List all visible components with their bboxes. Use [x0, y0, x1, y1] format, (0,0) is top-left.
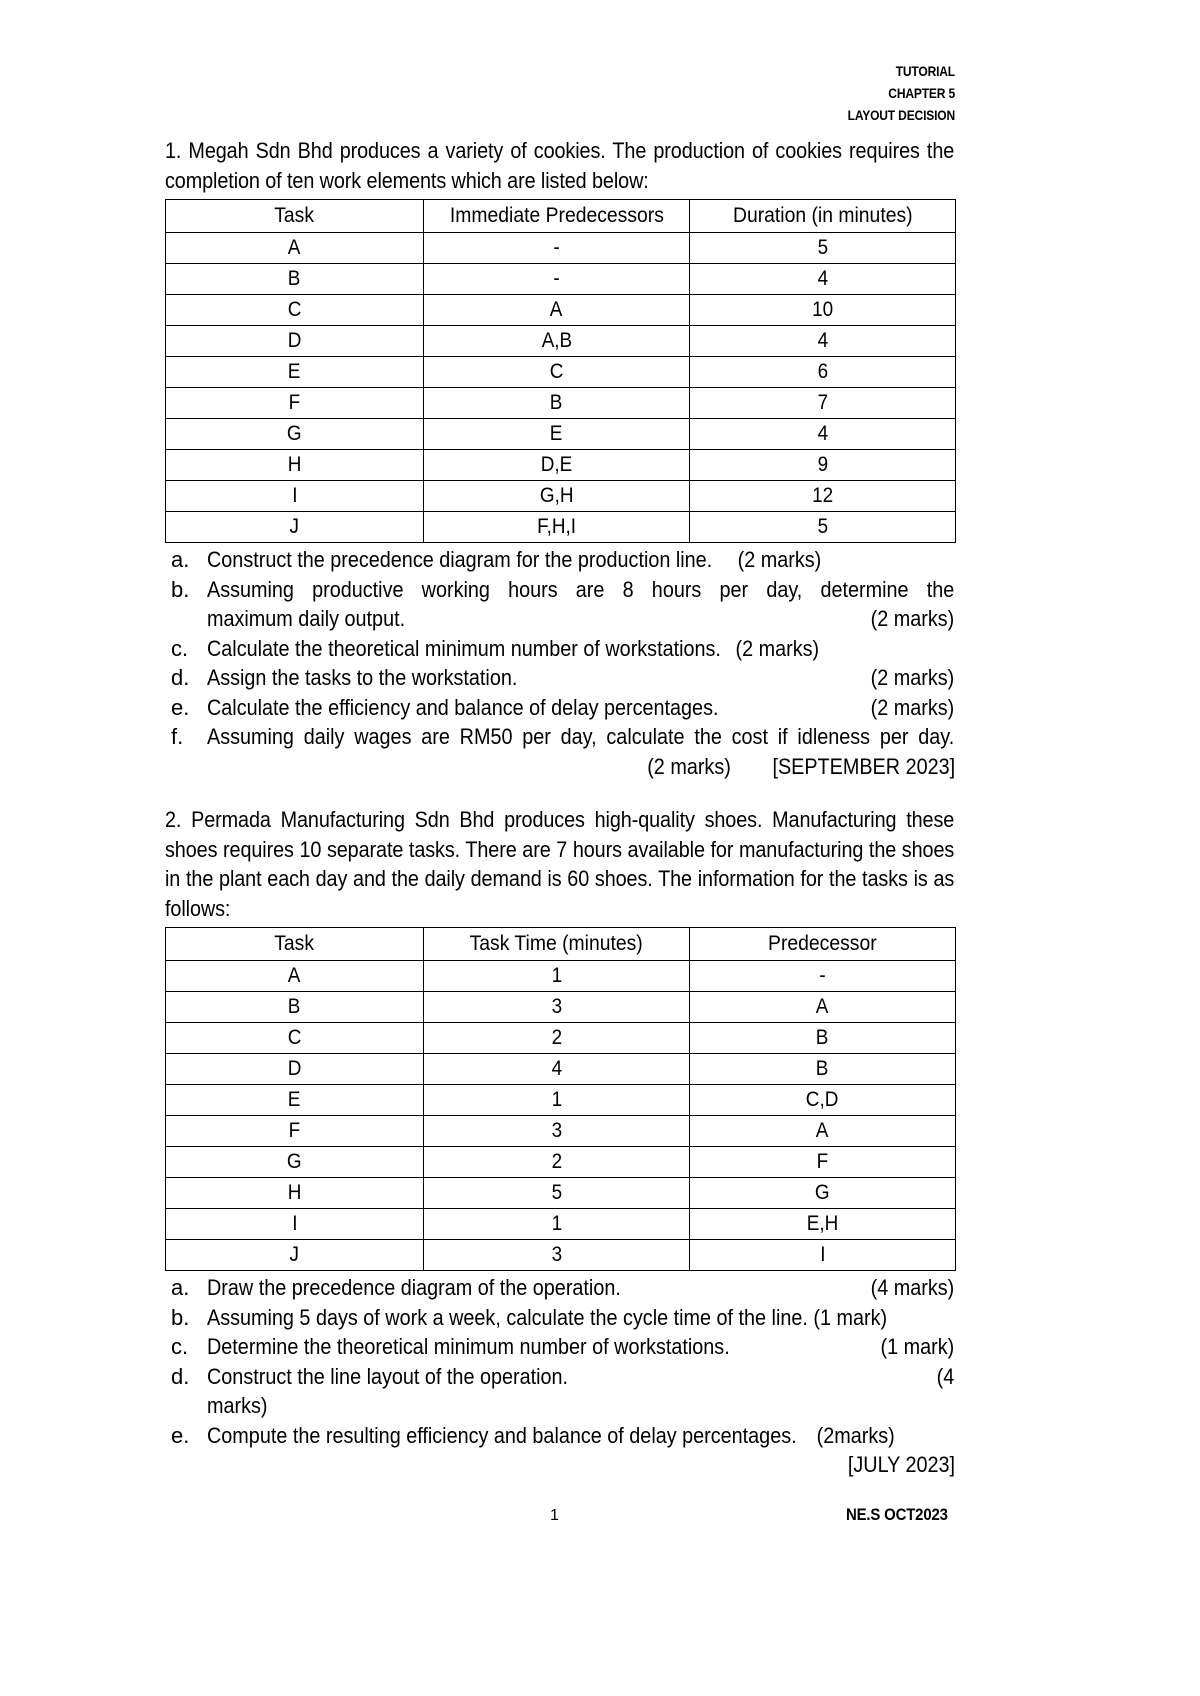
cell-predecessor [690, 1085, 956, 1116]
subquestion-e [165, 693, 955, 723]
cell-task-time [424, 1178, 690, 1209]
cell-task-value: D [287, 329, 302, 352]
cell-task [166, 419, 424, 450]
cell-task-value: H [287, 453, 302, 476]
column-header-task-time [424, 928, 690, 961]
column-header-duration-label: Duration (in minutes) [732, 203, 913, 227]
subquestion-f-text: Assuming daily wages are RM50 per day, calculate the cost if idleness per day. [207, 724, 955, 749]
subquestion-c-text: Calculate the theoretical minimum number of workstations. [207, 635, 721, 661]
cell-task-value: H [287, 1181, 302, 1204]
table-row [166, 1147, 956, 1178]
cell-predecessors [424, 326, 690, 357]
cell-task-time [424, 961, 690, 992]
cell-task-time-value: 2 [551, 1150, 562, 1173]
cell-task-time-value: 2 [551, 1026, 562, 1049]
page-number: 1 [550, 1507, 559, 1524]
cell-task [166, 1209, 424, 1240]
cell-task-time-value: 1 [551, 1212, 562, 1235]
table-row [166, 1240, 956, 1271]
subquestion-f-body [207, 722, 955, 752]
cell-predecessors-value: F,H,I [537, 515, 576, 538]
cell-predecessor [690, 1147, 956, 1178]
cell-task [166, 233, 424, 264]
column-header-task [166, 928, 424, 961]
subquestion-a-marks: (2 marks) [737, 547, 822, 572]
cell-predecessor [690, 961, 956, 992]
cell-predecessor-value: B [816, 1026, 829, 1049]
cell-predecessor-value: - [819, 964, 826, 987]
question-1-subquestions [165, 545, 955, 781]
cell-predecessor-value: I [819, 1243, 826, 1266]
cell-duration [690, 512, 956, 543]
q2-subquestion-e [165, 1421, 955, 1451]
table-row [166, 961, 956, 992]
subquestion-b [165, 575, 955, 634]
column-header-task [166, 200, 424, 233]
subquestion-d-text: Assign the tasks to the workstation. [207, 665, 518, 690]
subquestion-c-label: c. [171, 635, 189, 661]
cell-task-value: G [287, 422, 302, 445]
q2-subquestion-e-body [207, 1421, 955, 1451]
q2-subquestion-a-body [207, 1273, 955, 1303]
cell-task-time-value: 5 [551, 1181, 562, 1204]
column-header-duration [690, 200, 956, 233]
cell-predecessors [424, 357, 690, 388]
subquestion-a-text: Construct the precedence diagram for the production line. [207, 547, 713, 572]
cell-predecessors-value: B [550, 391, 563, 414]
subquestion-d-label: d. [171, 665, 190, 690]
cell-task-value: C [287, 1026, 302, 1049]
q2-subquestion-e-marks: (2marks) [816, 1422, 895, 1448]
cell-task [166, 992, 424, 1023]
table-row [166, 295, 956, 326]
cell-task-time [424, 1147, 690, 1178]
subquestion-a-label: a. [171, 547, 190, 572]
cell-task-value: J [289, 1243, 300, 1266]
q2-subquestion-d [165, 1362, 955, 1421]
cell-task-value: A [288, 236, 301, 259]
column-header-predecessors-label: Immediate Predecessors [449, 203, 664, 227]
cell-task-value: B [288, 267, 301, 290]
document-header [276, 60, 955, 126]
q2-subquestion-d-marks: (4 [936, 1363, 955, 1389]
q2-subquestion-c-marks: (1 mark) [880, 1334, 955, 1359]
cell-predecessors-value: D,E [540, 453, 573, 476]
subquestion-f [165, 722, 955, 752]
cell-task [166, 295, 424, 326]
cell-duration-value: 10 [811, 298, 834, 321]
table-row [166, 264, 956, 295]
cell-task-value: A [288, 964, 301, 987]
table-row [166, 1116, 956, 1147]
cell-duration [690, 326, 956, 357]
table-row [166, 1054, 956, 1085]
subquestion-b-marks: (2 marks) [870, 606, 955, 631]
table-row [166, 450, 956, 481]
cell-predecessors [424, 419, 690, 450]
table-row [166, 326, 956, 357]
question-1-table [165, 199, 956, 543]
cell-duration-value: 5 [817, 236, 828, 259]
cell-predecessors-value: A,B [541, 329, 572, 352]
column-header-task-label: Task [274, 203, 315, 227]
cell-task-time-value: 3 [551, 1243, 562, 1266]
question-1-trailing-marks: (2 marks) [647, 753, 731, 779]
cell-task-value: E [288, 1088, 301, 1111]
table-row [166, 357, 956, 388]
cell-duration [690, 264, 956, 295]
table-row [166, 1085, 956, 1116]
subquestion-e-label: e. [171, 694, 190, 720]
cell-task [166, 1054, 424, 1085]
cell-task [166, 326, 424, 357]
q2-subquestion-e-label: e. [171, 1422, 190, 1448]
cell-task-value: B [288, 995, 301, 1018]
cell-task-value: F [288, 1119, 301, 1142]
cell-predecessors [424, 388, 690, 419]
cell-task-time-value: 3 [551, 1119, 562, 1142]
cell-predecessors-value: A [550, 298, 563, 321]
cell-predecessor [690, 1054, 956, 1085]
table-header-row [166, 928, 956, 961]
question-2-subquestions [165, 1273, 955, 1480]
q2-subquestion-d-text: Construct the line layout of the operation. [207, 1363, 569, 1389]
table-row [166, 992, 956, 1023]
cell-predecessors-value: C [549, 360, 564, 383]
cell-task [166, 512, 424, 543]
table-row [166, 1023, 956, 1054]
cell-predecessor [690, 992, 956, 1023]
cell-predecessors [424, 295, 690, 326]
cell-task [166, 961, 424, 992]
subquestion-b-body [207, 575, 955, 634]
table-header-row [166, 200, 956, 233]
cell-task-value: I [291, 484, 298, 507]
table-row [166, 481, 956, 512]
footer-credit: NE.S OCT2023 [846, 1505, 949, 1524]
header-line-tutorial: TUTORIAL [895, 63, 955, 79]
cell-predecessor-value: B [816, 1057, 829, 1080]
cell-task-time [424, 1240, 690, 1271]
cell-task-value: C [287, 298, 302, 321]
question-1-source: [SEPTEMBER 2023] [772, 753, 955, 779]
cell-predecessors-value: - [553, 236, 560, 259]
cell-predecessors [424, 450, 690, 481]
cell-task [166, 1023, 424, 1054]
cell-duration-value: 12 [811, 484, 834, 507]
subquestion-e-marks: (2 marks) [870, 694, 955, 720]
cell-task [166, 450, 424, 481]
cell-predecessor-value: E,H [806, 1212, 839, 1235]
q2-subquestion-d-body [207, 1362, 955, 1421]
question-2-trailing-line [165, 1450, 955, 1480]
cell-predecessor-value: A [816, 1119, 829, 1142]
header-line-chapter: CHAPTER 5 [888, 85, 955, 101]
cell-task-time-value: 3 [551, 995, 562, 1018]
question-2-intro: 2. Permada Manufacturing Sdn Bhd produces high-quality shoes. Manufacturing these shoes requires 10 separate tasks. There are 7 hours available for manufacturing the shoes in the plant each day and the daily demand is 60 shoes. The information for the tasks is as follows: [165, 807, 955, 921]
cell-task-time [424, 1116, 690, 1147]
subquestion-a-body [207, 545, 955, 575]
cell-task [166, 1178, 424, 1209]
cell-task [166, 1085, 424, 1116]
subquestion-e-body [207, 693, 955, 723]
subquestion-b-text-cont: maximum daily output. [207, 606, 406, 631]
cell-task [166, 264, 424, 295]
cell-task [166, 1147, 424, 1178]
cell-task-time [424, 1085, 690, 1116]
cell-duration [690, 357, 956, 388]
cell-task [166, 357, 424, 388]
cell-predecessors [424, 264, 690, 295]
cell-predecessors-value: E [550, 422, 563, 445]
cell-duration [690, 450, 956, 481]
table-row [166, 1178, 956, 1209]
subquestion-e-text: Calculate the efficiency and balance of delay percentages. [207, 694, 719, 720]
cell-duration [690, 295, 956, 326]
cell-task-time-value: 1 [551, 1088, 562, 1111]
column-header-predecessors [424, 200, 690, 233]
q2-subquestion-a-label: a. [171, 1275, 190, 1300]
cell-predecessors [424, 233, 690, 264]
cell-task-time-value: 1 [551, 964, 562, 987]
column-header-task-label: Task [274, 931, 315, 955]
subquestion-d-body [207, 663, 955, 693]
subquestion-f-label: f. [171, 724, 184, 749]
cell-predecessor-value: A [816, 995, 829, 1018]
cell-predecessors-value: G,H [539, 484, 574, 507]
question-2-table [165, 927, 956, 1271]
cell-predecessor-value: G [815, 1181, 830, 1204]
cell-task [166, 388, 424, 419]
cell-duration-value: 4 [817, 422, 828, 445]
cell-duration [690, 419, 956, 450]
cell-duration-value: 4 [817, 267, 828, 290]
subquestion-a [165, 545, 955, 575]
q2-subquestion-a [165, 1273, 955, 1303]
cell-task-value: D [287, 1057, 302, 1080]
cell-task-value: J [289, 515, 300, 538]
q2-subquestion-b-text: Assuming 5 days of work a week, calculate the cycle time of the line. [207, 1304, 808, 1330]
cell-task-time [424, 992, 690, 1023]
cell-predecessors [424, 481, 690, 512]
cell-predecessors-value: - [553, 267, 560, 290]
cell-task-value: I [291, 1212, 298, 1235]
cell-duration [690, 388, 956, 419]
cell-predecessor [690, 1116, 956, 1147]
document-content [165, 60, 955, 1480]
cell-task-value: F [288, 391, 301, 414]
q2-subquestion-c [165, 1332, 955, 1362]
q2-subquestion-c-body [207, 1332, 955, 1362]
cell-duration-value: 7 [817, 391, 828, 414]
subquestion-c [165, 634, 955, 664]
cell-predecessor-value: F [816, 1150, 829, 1173]
cell-task [166, 481, 424, 512]
subquestion-b-label: b. [171, 576, 190, 602]
cell-predecessor [690, 1178, 956, 1209]
q2-subquestion-b-label: b. [171, 1304, 190, 1330]
subquestion-d [165, 663, 955, 693]
subquestion-c-body [207, 634, 955, 664]
cell-predecessor-value: C,D [806, 1088, 839, 1111]
page-footer [165, 1505, 955, 1525]
cell-predecessor [690, 1209, 956, 1240]
subquestion-b-text: Assuming productive working hours are 8 hours per day, determine the [207, 576, 955, 602]
cell-predecessors [424, 512, 690, 543]
header-line-topic: LAYOUT DECISION [847, 107, 955, 123]
subquestion-c-marks: (2 marks) [735, 635, 820, 661]
table-row [166, 1209, 956, 1240]
cell-duration [690, 233, 956, 264]
question-1-intro: 1. Megah Sdn Bhd produces a variety of cookies. The production of cookies requires the completion of ten work elements which are listed below: [165, 138, 955, 193]
table-row [166, 233, 956, 264]
cell-predecessor [690, 1240, 956, 1271]
q2-subquestion-e-text: Compute the resulting efficiency and balance of delay percentages. [207, 1422, 797, 1448]
q2-subquestion-b [165, 1303, 955, 1333]
q2-subquestion-b-body [207, 1303, 955, 1333]
cell-task [166, 1116, 424, 1147]
question-2-source: [JULY 2023] [847, 1452, 955, 1477]
q2-subquestion-b-marks: (1 mark) [813, 1304, 888, 1330]
cell-task-time-value: 4 [551, 1057, 562, 1080]
cell-task-value: E [288, 360, 301, 383]
cell-task-time [424, 1209, 690, 1240]
q2-subquestion-c-label: c. [171, 1334, 189, 1359]
cell-duration-value: 9 [817, 453, 828, 476]
cell-task [166, 1240, 424, 1271]
cell-predecessor [690, 1023, 956, 1054]
table-row [166, 388, 956, 419]
cell-task-time [424, 1023, 690, 1054]
cell-task-time [424, 1054, 690, 1085]
column-header-task-time-label: Task Time (minutes) [469, 931, 644, 955]
cell-duration-value: 5 [817, 515, 828, 538]
q2-subquestion-d-label: d. [171, 1363, 190, 1389]
cell-task-value: G [287, 1150, 302, 1173]
column-header-predecessor [690, 928, 956, 961]
cell-duration-value: 6 [817, 360, 828, 383]
q2-subquestion-d-text-cont: marks) [207, 1393, 268, 1418]
table-row [166, 419, 956, 450]
q2-subquestion-a-marks: (4 marks) [870, 1275, 955, 1300]
subquestion-d-marks: (2 marks) [870, 665, 955, 690]
table-row [166, 512, 956, 543]
cell-duration-value: 4 [817, 329, 828, 352]
column-header-predecessor-label: Predecessor [768, 931, 877, 955]
cell-duration [690, 481, 956, 512]
q2-subquestion-c-text: Determine the theoretical minimum number of workstations. [207, 1334, 730, 1359]
q2-subquestion-a-text: Draw the precedence diagram of the operation. [207, 1275, 621, 1300]
question-1-trailing-line [165, 752, 955, 782]
